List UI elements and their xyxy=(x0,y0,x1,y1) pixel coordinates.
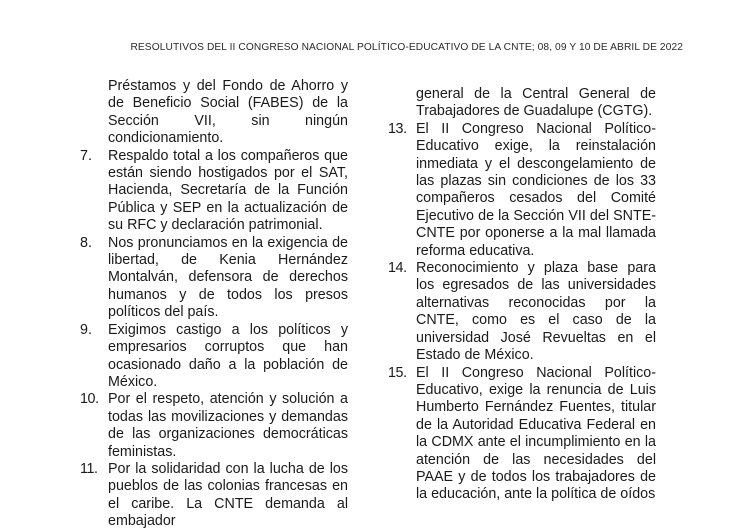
continued-paragraph: general de la Central General de Trabajadores de Guadalupe (CGTG). xyxy=(416,86,656,120)
item-number: 9. xyxy=(80,321,92,338)
item-text: El II Congreso Nacional Político-Educativo, exige la renuncia de Luis Humberto Fernández Fuentes, titular de la Autoridad Educativa Federal en la CDMX ante el incumplimiento en la atención de las necesidades del PAAE y de todos los trabajadores de la educación, ante la política de oídos xyxy=(416,364,656,503)
item-text: Por la solidaridad con la lucha de los pueblos de las colonias francesas en el caribe. La CNTE demanda al embajador xyxy=(108,460,348,530)
item-text: Exigimos castigo a los políticos y empresarios corruptos que han ocasionado daño a la población de México. xyxy=(108,321,348,390)
resolution-item-14 xyxy=(388,260,656,364)
item-number: 7. xyxy=(80,147,92,164)
item-number: 15. xyxy=(388,364,407,381)
item-number: 13. xyxy=(388,120,407,137)
item-number: 11. xyxy=(80,460,98,477)
right-column xyxy=(388,86,656,504)
item-text: El II Congreso Nacional Político-Educativo exige, la reinstalación inmediata y el descongelamiento de las plazas sin condiciones de los 33 compañeros cesados del Comité Ejecutivo de la Sección VII del SNTE-CNTE por oponerse a la mal llamada reforma educativa. xyxy=(416,120,656,259)
left-column xyxy=(80,78,348,531)
item-text: Reconocimiento y plaza base para los egresados de las universidades alternativas reconocidas por la CNTE, como es el caso de la universidad José Revueltas en el Estado de México. xyxy=(416,260,656,364)
resolution-item-8 xyxy=(80,235,348,322)
resolution-item-13 xyxy=(388,121,656,260)
item-text: Por el respeto, atención y solución a todas las movilizaciones y demandas de las organizaciones democráticas feministas. xyxy=(108,391,348,460)
item-text: Nos pronunciamos en la exigencia de libertad, de Kenia Hernández Montalván, defensora de derechos humanos y de todos los presos políticos del país. xyxy=(108,234,348,321)
document-header: RESOLUTIVOS DEL II CONGRESO NACIONAL POLÍTICO-EDUCATIVO DE LA CNTE; 08, 09 Y 10 DE ABRIL DE 2022 xyxy=(130,42,683,53)
resolution-item-7 xyxy=(80,148,348,235)
item-number: 14. xyxy=(388,260,407,277)
continued-paragraph: Préstamos y del Fondo de Ahorro y de Beneficio Social (FABES) de la Sección VII, sin ningún condicionamiento. xyxy=(108,78,348,147)
item-number: 10. xyxy=(80,391,99,408)
item-text: Respaldo total a los compañeros que están siendo hostigados por el SAT, Hacienda, Secretaría de la Función Pública y SEP en la actualización de su RFC y declaración patrimonial. xyxy=(108,147,348,234)
resolution-item-11 xyxy=(80,461,348,531)
resolution-item-15 xyxy=(388,365,656,504)
item-number: 8. xyxy=(80,234,92,251)
resolution-item-9 xyxy=(80,322,348,392)
resolution-item-10 xyxy=(80,391,348,461)
